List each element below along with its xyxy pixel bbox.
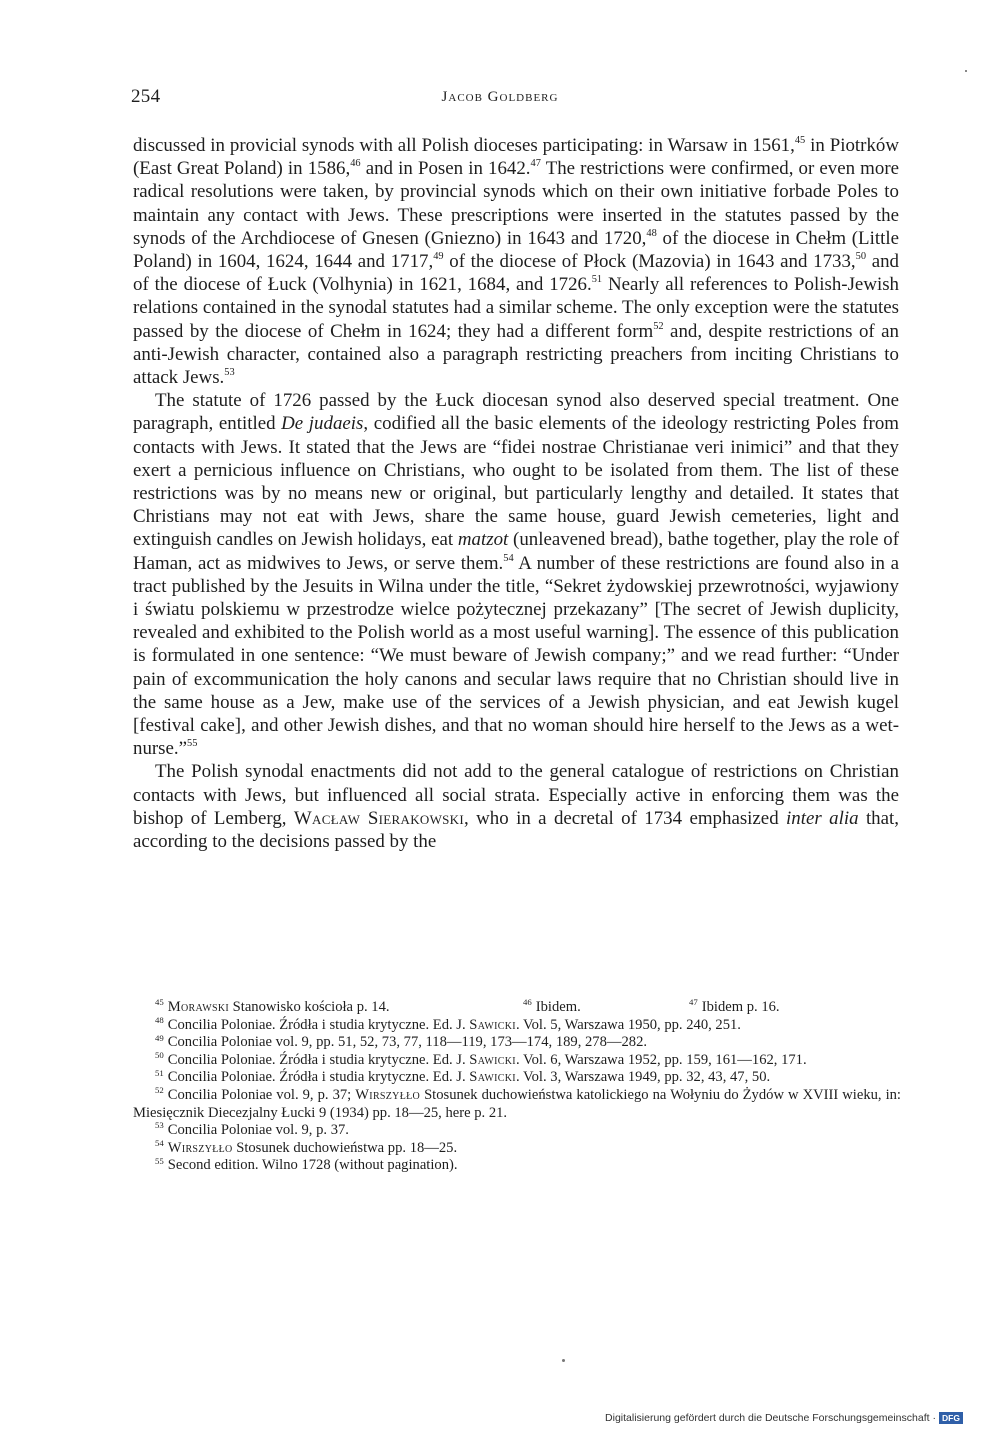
paragraph-2 — [133, 389, 899, 760]
footnote-text: Concilia Poloniae. Źródła i studia krytyczne. Ed. J. — [167, 1016, 470, 1033]
italic-term: inter alia — [786, 807, 859, 829]
footnote-number: 45 — [155, 997, 164, 1008]
footnote-number: 48 — [155, 1014, 164, 1025]
footnote-text: Second edition. Wilno 1728 (without pagination). — [167, 1157, 458, 1174]
page-dot — [562, 1359, 565, 1362]
footnote-45 — [155, 999, 523, 1017]
text-run: , who in a decretal of 1734 emphasized — [464, 807, 787, 829]
footnote-text: Concilia Poloniae vol. 9, p. 37; — [167, 1086, 356, 1103]
footnote-ref-51[interactable]: 51 — [591, 274, 603, 286]
footnote-number: 50 — [155, 1050, 164, 1061]
footnote-ref-47[interactable]: 47 — [530, 158, 541, 170]
author-name: Morawski — [167, 999, 229, 1015]
footnote-ref-49[interactable]: 49 — [433, 251, 444, 263]
footnote-text: Ibidem p. 16. — [701, 999, 780, 1015]
credit-separator: · — [932, 1412, 937, 1424]
footnote-ref-45[interactable]: 45 — [794, 135, 806, 147]
text-run: in Piotrków (East Great Poland) in 1586, — [133, 135, 899, 180]
footnote-ref-55[interactable]: 55 — [187, 738, 198, 750]
footnotes — [133, 999, 901, 1175]
footnote-text: . Vol. 6, Warszawa 1952, pp. 159, 161—162, 171. — [515, 1051, 807, 1068]
text-run: The statute of 1726 passed by the Łuck diocesan synod also deserved special treatment. One paragraph, entitled — [133, 390, 899, 435]
paragraph-3 — [133, 760, 899, 853]
main-text — [133, 134, 899, 853]
footnote-47 — [689, 999, 780, 1017]
text-run: A number of these restrictions are found also in a tract published by the Jesuits in Wilna under the title, “Sekret żydowskiej przewrotności, wyjawiony i światu polskiemu w przestrodze wielce pożytecznej przekazany” [The secret of Jewish duplicity, revealed and exhibited to the Polish world as a most useful warning]. The essence of this publication is formulated in one sentence: “We must beware of Jewish company;” and we read further: “Under pain of excommunication the holy canons and secular laws require that no Christian should live in the same house as a Jew, make use of the services of a Jewish physician, and eat Jewish kugel [festival cake], and other Jewish dishes, and that no woman should hire herself to the Jews as a wet-nurse.” — [133, 552, 899, 760]
text-run: and, despite restrictions of an anti-Jewish character, contained also a paragraph restricting preachers from inciting Christians to attack Jews. — [133, 320, 900, 389]
footnote-ref-48[interactable]: 48 — [646, 228, 657, 240]
footnote-text: Concilia Poloniae. Źródła i studia krytyczne. Ed. J. — [167, 1069, 470, 1086]
footnote-48 — [133, 1014, 901, 1035]
footnote-text: Concilia Poloniae vol. 9, p. 37. — [167, 1122, 349, 1139]
footnote-text: . Vol. 5, Warszawa 1950, pp. 240, 251. — [515, 1016, 741, 1033]
credit-text: Digitalisierung gefördert durch die Deutsche Forschungsgemeinschaft — [605, 1412, 930, 1424]
footnote-text: Concilia Poloniae. Źródła i studia krytyczne. Ed. J. — [167, 1051, 470, 1068]
footnote-number: 47 — [689, 997, 698, 1008]
text-run: that, according to the decisions passed by the — [133, 807, 899, 853]
footnote-number: 53 — [155, 1120, 164, 1131]
footnote-51 — [133, 1069, 901, 1087]
author-name: Wirszyłło — [355, 1086, 421, 1103]
footnote-number: 49 — [155, 1032, 164, 1043]
footnote-number: 51 — [155, 1067, 164, 1078]
footnote-54 — [133, 1140, 901, 1158]
text-run: , codified all the basic elements of the ideology restricting Poles from contacts with Jews. It stated that the Jews are “fidei nostrae Christianae veri inimici” and that they exert a pernicious influence on Christians, who ought to be isolated from them. The list of these restrictions was by no means new or original, but particularly lengthy and detailed. It states that Christians may not eat with Jews, share the same house, guard Jewish cemeteries, light and extinguish candles on Jewish holidays, eat — [133, 413, 899, 551]
footnote-ref-53[interactable]: 53 — [224, 367, 235, 379]
footnote-text: Concilia Poloniae vol. 9, pp. 51, 52, 73, 77, 118—119, 173—174, 189, 278—282. — [167, 1034, 648, 1051]
text-run: Nearly all references to Polish-Jewish relations contained in the synodal statutes had a similar scheme. The only exception were the statutes passed by the diocese of Chełm in 1624; they had a different form — [133, 274, 899, 342]
person-name: Wacław Sierakowski — [293, 807, 464, 829]
text-run: The restrictions were confirmed, or even more radical resolutions were taken, by provincial synods which on their own initiative forbade Poles to maintain any contact with Jews. These prescriptions were inserted in the statutes passed by the synods of the Archdiocese of Gnesen (Gniezno) in 1643 and 1720, — [133, 158, 899, 249]
footnote-50 — [133, 1052, 901, 1070]
author-name: Sawicki — [469, 1016, 516, 1033]
dfg-logo: DFG — [939, 1412, 963, 1424]
footnote-46 — [523, 999, 689, 1017]
footnote-ref-46[interactable]: 46 — [350, 158, 361, 170]
author-name: Sawicki — [469, 1069, 516, 1086]
footnote-52 — [133, 1087, 901, 1122]
italic-title: De judaeis — [281, 413, 364, 435]
running-head: Jacob Goldberg — [441, 89, 559, 105]
paragraph-1 — [133, 134, 899, 389]
footnote-ref-54[interactable]: 54 — [503, 552, 514, 564]
text-run: discussed in provicial synods with all Polish dioceses participating: in Warsaw in 1561, — [133, 135, 795, 156]
author-name: Sawicki — [469, 1051, 516, 1068]
footnote-49 — [133, 1034, 901, 1052]
scan-speck — [965, 70, 967, 72]
text-run: and of the diocese of Łuck (Volhynia) in 1621, 1684, and 1726. — [133, 251, 899, 296]
footnote-text: Stosunek duchowieństwa katolickiego na Wołyniu do Żydów w XVIII wieku, in: Miesięcznik Diecezjalny Łucki 9 (1934) pp. 18—25, here p. 21. — [133, 1086, 901, 1121]
footnote-55 — [133, 1157, 901, 1175]
text-run: and in Posen in 1642. — [360, 158, 531, 180]
footnote-text: . Vol. 3, Warszawa 1949, pp. 32, 43, 47, 50. — [515, 1069, 771, 1086]
digitization-credit — [605, 1412, 963, 1424]
footnote-53 — [133, 1122, 901, 1140]
footnote-text: Ibidem. — [535, 999, 581, 1015]
italic-term: matzot — [457, 529, 509, 551]
footnote-row-45-47 — [133, 999, 901, 1017]
text-run: The Polish synodal enactments did not add to the general catalogue of restrictions on Christian contacts with Jews, but influenced all social strata. Especially active in enforcing them was the bishop of Lemberg, — [133, 761, 899, 829]
page-number: 254 — [131, 86, 161, 107]
footnote-ref-50[interactable]: 50 — [855, 251, 867, 263]
footnote-text: Stanowisko kościoła p. 14. — [229, 999, 390, 1015]
footnote-ref-52[interactable]: 52 — [653, 320, 664, 332]
footnote-number: 54 — [155, 1138, 164, 1149]
text-run: of the diocese of Płock (Mazovia) in 1643 and 1733, — [443, 251, 856, 273]
footnote-number: 46 — [523, 997, 532, 1008]
footnote-number: 52 — [155, 1085, 164, 1096]
text-run: of the diocese in Chełm (Little Poland) in 1604, 1624, 1644 and 1717, — [133, 227, 899, 273]
text-run: (unleavened bread), bathe together, play the role of Haman, act as midwives to Jews, or serve them. — [133, 529, 899, 574]
footnote-text: Stosunek duchowieństwa pp. 18—25. — [232, 1139, 458, 1156]
author-name: Wirszyłło — [167, 1139, 233, 1156]
footnote-number: 55 — [155, 1155, 164, 1166]
